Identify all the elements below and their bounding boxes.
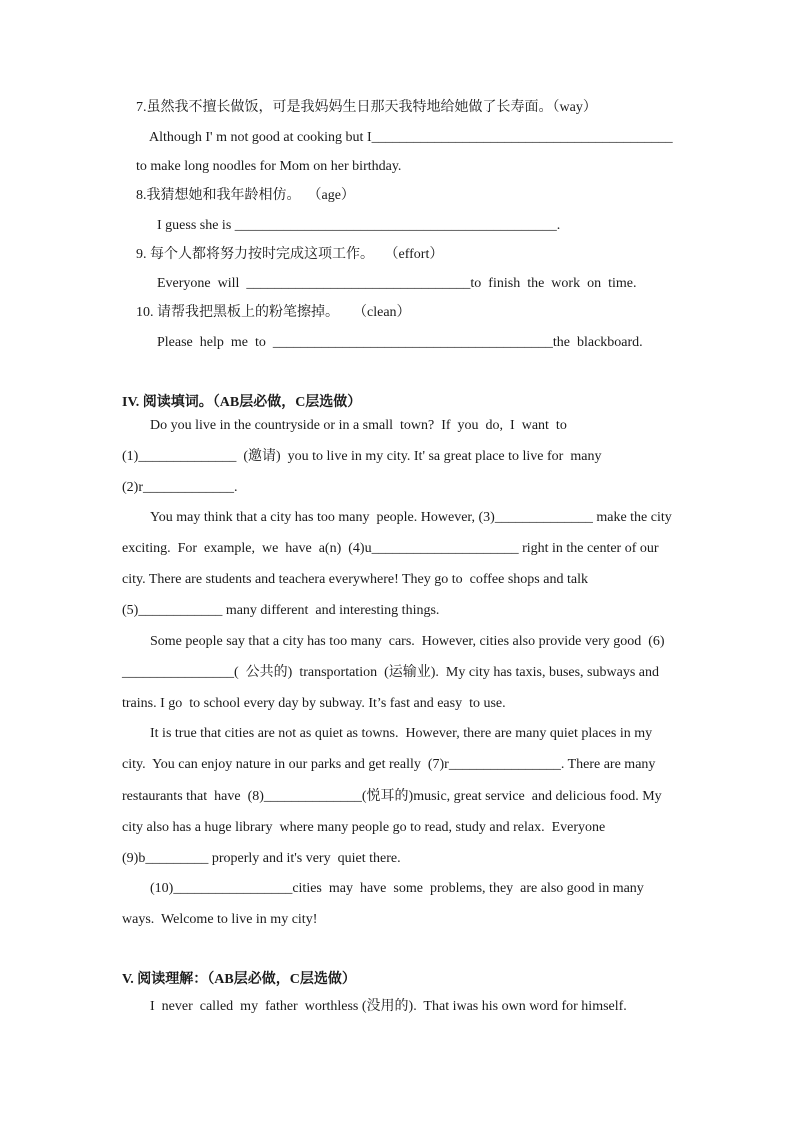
passage-line: Do you live in the countryside or in a small town? If you do, I want to (150, 418, 567, 433)
passage-line: (10)_________________cities may have some problems, they are also good in many (150, 881, 644, 896)
passage-line: exciting. For example, we have a(n) (4)u_____________________ right in the center of our (122, 541, 659, 556)
passage-line: ________________( 公共的) transportation (运输业). My city has taxis, buses, subways and (122, 665, 659, 680)
q10-chinese: 10. 请帮我把黑板上的粉笔擦掉。 （clean） (136, 305, 411, 320)
passage-line: (1)______________ (邀请) you to live in my city. It' sa great place to live for many (122, 449, 602, 464)
q9-english: Everyone will ________________________________to finish the work on time. (157, 276, 637, 291)
passage-line: (9)b_________ properly and it's very quiet there. (122, 851, 401, 866)
passage-line: (5)____________ many different and interesting things. (122, 603, 440, 618)
q7-english-line1: Although I' m not good at cooking but I___________________________________________ (149, 130, 673, 145)
passage-line: restaurants that have (8)______________(悦耳的)music, great service and delicious food. My (122, 789, 662, 804)
q10-english: Please help me to ________________________________________the blackboard. (157, 335, 643, 350)
passage-line: (2)r_____________. (122, 480, 238, 495)
passage-line: city. There are students and teachera everywhere! They go to coffee shops and talk (122, 572, 588, 587)
reading-line: I never called my father worthless (没用的). That iwas his own word for himself. (150, 999, 627, 1014)
passage-line: city also has a huge library where many people go to read, study and relax. Everyone (122, 820, 606, 835)
passage-line: Some people say that a city has too many cars. However, cities also provide very good (6) (150, 634, 665, 649)
passage-line: You may think that a city has too many people. However, (3)______________ make the city (150, 510, 672, 525)
passage-line: trains. I go to school every day by subway. It’s fast and easy to use. (122, 696, 506, 711)
q9-chinese: 9. 每个人都将努力按时完成这项工作。 （effort） (136, 247, 444, 262)
section-iv-heading: IV. 阅读填词。（AB层必做，C层选做） (122, 395, 362, 410)
passage-line: It is true that cities are not as quiet as towns. However, there are many quiet places in my (150, 726, 653, 741)
passage-line: city. You can enjoy nature in our parks and get really (7)r________________. There are many (122, 757, 656, 772)
section-v-heading: V. 阅读理解：（AB层必做，C层选做） (122, 972, 356, 987)
q7-english-line2: to make long noodles for Mom on her birthday. (136, 159, 402, 174)
q7-chinese: 7.虽然我不擅长做饭，可是我妈妈生日那天我特地给她做了长寿面。（way） (136, 100, 597, 115)
q8-english: I guess she is ______________________________________________. (157, 218, 561, 233)
passage-line: ways. Welcome to live in my city! (122, 912, 318, 927)
q8-chinese: 8.我猜想她和我年龄相仿。 （age） (136, 188, 355, 203)
